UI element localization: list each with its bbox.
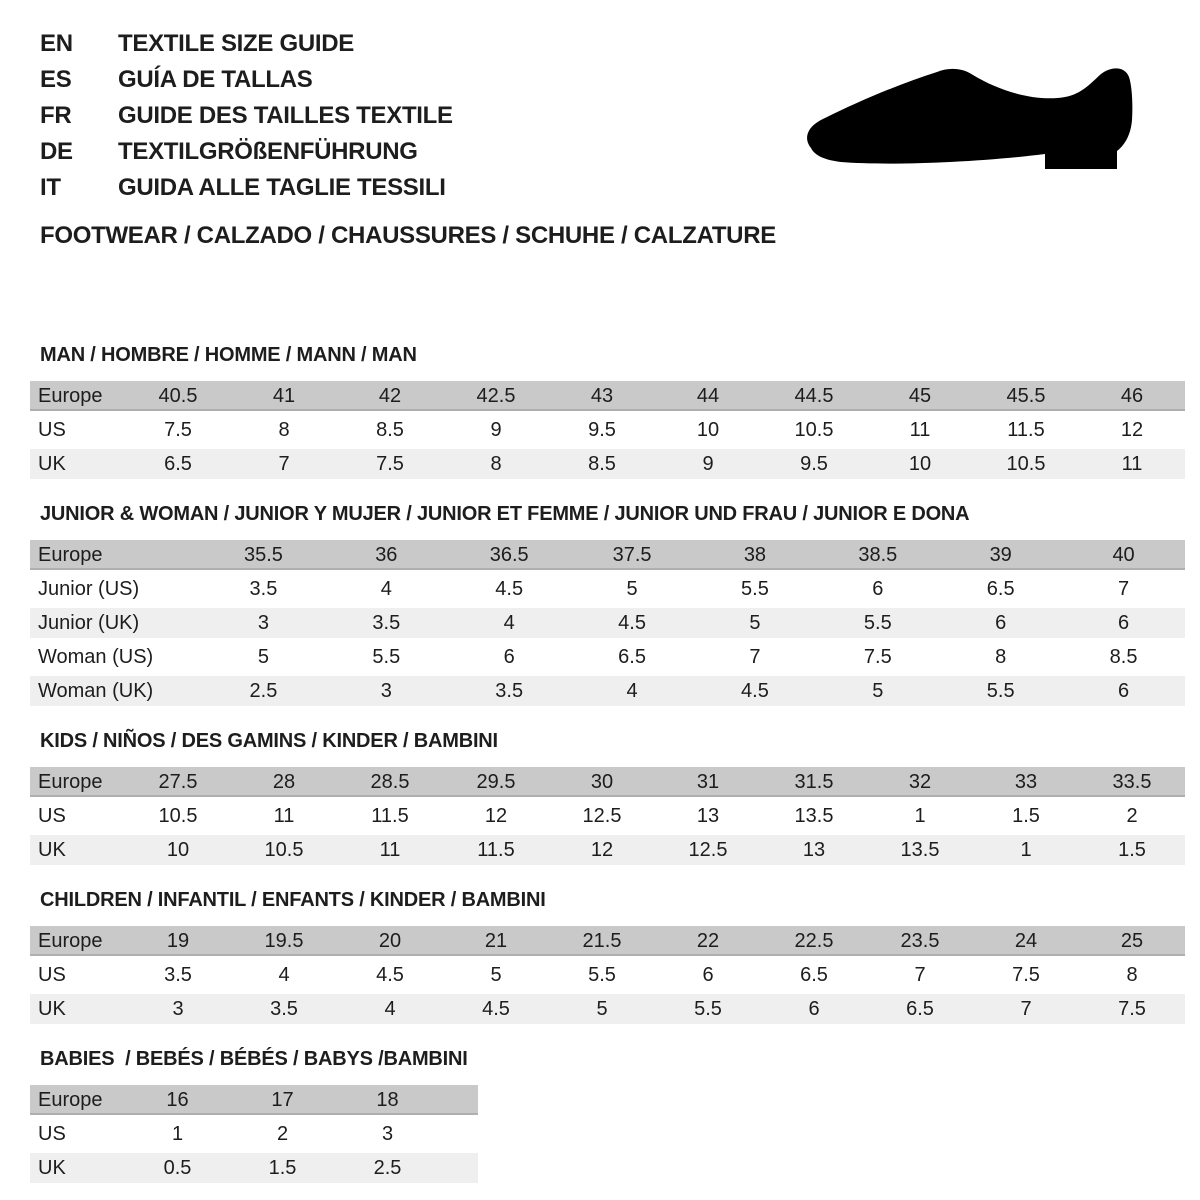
row-label: US (38, 1122, 66, 1145)
language-code: FR (40, 102, 72, 129)
size-cell: 10.5 (1006, 452, 1046, 475)
table-row (30, 642, 1185, 672)
table-row (30, 767, 1185, 797)
size-cell: 10.5 (264, 838, 304, 861)
size-cell: 5 (490, 963, 502, 986)
size-cell: 45 (908, 384, 932, 407)
size-cell: 31 (696, 770, 720, 793)
size-cell: 3.5 (270, 997, 298, 1020)
size-cell: 3 (381, 1122, 394, 1145)
size-cell: 38.5 (858, 543, 898, 566)
language-code: DE (40, 138, 73, 165)
size-cell: 44 (696, 384, 720, 407)
size-cell: 6.5 (800, 963, 828, 986)
size-cell: 3 (257, 611, 269, 634)
row-label: Europe (38, 770, 103, 793)
size-cell: 5.5 (741, 577, 769, 600)
section-kids (30, 730, 1185, 865)
size-cell: 33.5 (1112, 770, 1152, 793)
size-cell: 4 (278, 963, 290, 986)
table-row (30, 540, 1185, 570)
size-cell: 29.5 (476, 770, 516, 793)
size-cell: 28 (272, 770, 296, 793)
size-cell: 5.5 (694, 997, 722, 1020)
size-cell: 5 (749, 611, 761, 634)
section-man (30, 344, 1185, 479)
table-row (30, 574, 1185, 604)
size-cell: 2 (276, 1122, 289, 1145)
section-title-junior-woman: JUNIOR & WOMAN / JUNIOR Y MUJER / JUNIOR ET FEMME / JUNIOR UND FRAU / JUNIOR E DONA (40, 503, 970, 525)
size-cell: 6 (808, 997, 820, 1020)
size-cell: 3.5 (372, 611, 401, 634)
language-title: GUÍA DE TALLAS (118, 66, 313, 93)
row-label: Europe (38, 1088, 103, 1111)
size-cell: 12.5 (688, 838, 728, 861)
size-cell: 3 (380, 679, 392, 702)
table-row (30, 449, 1185, 479)
size-cell: 39 (989, 543, 1012, 566)
section-title-man: MAN / HOMBRE / HOMME / MANN / MAN (40, 344, 417, 366)
size-cell: 5 (626, 577, 638, 600)
row-label: Junior (UK) (38, 611, 140, 634)
size-cell: 4 (380, 577, 392, 600)
size-cell: 3.5 (164, 963, 192, 986)
size-cell: 36 (375, 543, 398, 566)
size-cell: 25 (1120, 929, 1144, 952)
language-title: GUIDE DES TAILLES TEXTILE (118, 102, 453, 129)
size-cell: 40 (1112, 543, 1135, 566)
size-cell: 27.5 (158, 770, 198, 793)
size-cell: 3.5 (495, 679, 524, 702)
language-code: EN (40, 30, 73, 57)
size-cell: 21.5 (582, 929, 622, 952)
size-cell: 6.5 (164, 452, 192, 475)
size-cell: 31.5 (794, 770, 834, 793)
table-row (30, 801, 1185, 831)
size-cell: 9 (490, 418, 502, 441)
language-title: TEXTILE SIZE GUIDE (118, 30, 354, 57)
size-cell: 5.5 (986, 679, 1015, 702)
size-cell: 12 (1120, 418, 1144, 441)
size-cell: 44.5 (794, 384, 834, 407)
size-cell: 4 (384, 997, 396, 1020)
table-row (30, 676, 1185, 706)
size-cell: 4.5 (741, 679, 769, 702)
size-cell: 6.5 (986, 577, 1015, 600)
size-cell: 11.5 (477, 838, 515, 861)
size-cell: 43 (590, 384, 614, 407)
size-cell: 8 (278, 418, 290, 441)
language-row-fr (40, 98, 453, 134)
size-cell: 37.5 (612, 543, 652, 566)
size-cell: 12 (590, 838, 614, 861)
size-cell: 17 (271, 1088, 294, 1111)
language-code: ES (40, 66, 72, 93)
size-cell: 32 (908, 770, 932, 793)
language-row-en (40, 26, 453, 62)
size-cell: 12 (484, 804, 508, 827)
table-row (30, 960, 1185, 990)
size-cell: 12.5 (582, 804, 622, 827)
size-cell: 1.5 (268, 1156, 297, 1179)
row-label: US (38, 963, 66, 986)
size-cell: 7 (278, 452, 290, 475)
language-code: IT (40, 174, 61, 201)
size-cell: 9 (702, 452, 714, 475)
size-cell: 41 (272, 384, 296, 407)
size-table-babies (30, 1085, 478, 1183)
size-cell: 7.5 (1012, 963, 1040, 986)
size-table-junior-woman (30, 540, 1185, 706)
table-row (30, 608, 1185, 638)
size-cell: 18 (376, 1088, 399, 1111)
size-cell: 46 (1120, 384, 1144, 407)
size-cell: 6 (1118, 679, 1130, 702)
size-cell: 9.5 (800, 452, 828, 475)
size-cell: 5.5 (588, 963, 616, 986)
size-cell: 4.5 (376, 963, 404, 986)
size-cell: 4 (626, 679, 638, 702)
size-cell: 24 (1014, 929, 1038, 952)
size-cell: 22 (696, 929, 720, 952)
language-row-de (40, 134, 453, 170)
size-cell: 16 (166, 1088, 189, 1111)
shoe-icon (795, 62, 1145, 187)
language-title: TEXTILGRÖßENFÜHRUNG (118, 138, 418, 165)
size-cell: 30 (590, 770, 614, 793)
size-cell: 4.5 (618, 611, 646, 634)
size-cell: 40.5 (158, 384, 198, 407)
size-cell: 35.5 (243, 543, 283, 566)
size-cell: 11 (379, 838, 401, 861)
table-row (30, 1085, 478, 1115)
table-row (30, 926, 1185, 956)
size-cell: 3.5 (249, 577, 278, 600)
size-cell: 6 (872, 577, 884, 600)
row-label: Europe (38, 929, 103, 952)
size-cell: 1 (171, 1122, 184, 1145)
size-cell: 10.5 (794, 418, 834, 441)
size-cell: 1.5 (1012, 804, 1040, 827)
row-label: UK (38, 452, 66, 475)
row-label: Junior (US) (38, 577, 140, 600)
size-tables-area (30, 344, 1185, 1200)
size-cell: 8.5 (1109, 645, 1138, 668)
size-cell: 7.5 (863, 645, 892, 668)
size-cell: 20 (378, 929, 402, 952)
size-cell: 8.5 (588, 452, 616, 475)
section-title-babies: BABIES / BEBÉS / BÉBÉS / BABYS /BAMBINI (40, 1048, 468, 1070)
size-cell: 5 (596, 997, 608, 1020)
table-row (30, 1153, 478, 1183)
size-cell: 5 (257, 645, 269, 668)
language-row-it (40, 170, 453, 206)
size-cell: 10 (696, 418, 720, 441)
size-cell: 2.5 (249, 679, 278, 702)
size-cell: 10.5 (158, 804, 198, 827)
size-cell: 13 (802, 838, 826, 861)
section-title-kids: KIDS / NIÑOS / DES GAMINS / KINDER / BAMBINI (40, 730, 498, 752)
table-row (30, 1119, 478, 1149)
section-title-children: CHILDREN / INFANTIL / ENFANTS / KINDER / BAMBINI (40, 889, 546, 911)
size-cell: 6 (995, 611, 1007, 634)
size-cell: 4 (503, 611, 515, 634)
size-cell: 10 (908, 452, 932, 475)
size-cell: 8 (1126, 963, 1138, 986)
row-label: Woman (UK) (38, 679, 154, 702)
size-cell: 22.5 (794, 929, 834, 952)
size-cell: 38 (743, 543, 767, 566)
size-table-kids (30, 767, 1185, 865)
size-cell: 13 (696, 804, 720, 827)
size-cell: 7 (1020, 997, 1032, 1020)
row-label: UK (38, 1156, 66, 1179)
size-cell: 6.5 (906, 997, 934, 1020)
size-cell: 6.5 (618, 645, 646, 668)
section-babies (30, 1048, 1185, 1183)
row-label: US (38, 804, 66, 827)
size-cell: 19.5 (264, 929, 304, 952)
size-cell: 8 (490, 452, 502, 475)
language-title: GUIDA ALLE TAGLIE TESSILI (118, 174, 446, 201)
size-cell: 4.5 (482, 997, 510, 1020)
size-cell: 19 (166, 929, 190, 952)
size-cell: 1 (1020, 838, 1032, 861)
size-table-man (30, 381, 1185, 479)
size-cell: 45.5 (1006, 384, 1046, 407)
size-cell: 1 (914, 804, 926, 827)
size-cell: 8 (995, 645, 1007, 668)
row-label: Europe (38, 543, 103, 566)
size-cell: 7.5 (376, 452, 404, 475)
table-row (30, 835, 1185, 865)
size-cell: 11.5 (371, 804, 409, 827)
size-cell: 7.5 (164, 418, 192, 441)
size-cell: 33 (1014, 770, 1038, 793)
size-cell: 8.5 (376, 418, 404, 441)
row-label: UK (38, 997, 66, 1020)
size-cell: 11 (909, 418, 931, 441)
size-cell: 11 (273, 804, 295, 827)
size-cell: 11.5 (1007, 418, 1045, 441)
size-cell: 28.5 (370, 770, 410, 793)
size-cell: 13.5 (794, 804, 834, 827)
size-cell: 9.5 (588, 418, 616, 441)
size-cell: 10 (166, 838, 190, 861)
size-cell: 36.5 (489, 543, 529, 566)
table-row (30, 994, 1185, 1024)
size-cell: 4.5 (495, 577, 524, 600)
size-cell: 6 (503, 645, 515, 668)
size-cell: 0.5 (163, 1156, 192, 1179)
size-table-children (30, 926, 1185, 1024)
section-children (30, 889, 1185, 1024)
row-label: Europe (38, 384, 103, 407)
size-cell: 5.5 (863, 611, 892, 634)
size-cell: 2 (1126, 804, 1138, 827)
size-cell: 6 (1118, 611, 1130, 634)
size-cell: 11 (1121, 452, 1143, 475)
size-cell: 6 (702, 963, 714, 986)
size-cell: 42.5 (476, 384, 516, 407)
size-cell: 23.5 (900, 929, 940, 952)
row-label: Woman (US) (38, 645, 154, 668)
language-header (40, 26, 453, 206)
size-cell: 3 (172, 997, 184, 1020)
size-cell: 1.5 (1118, 838, 1146, 861)
size-cell: 21 (484, 929, 508, 952)
row-label: UK (38, 838, 66, 861)
size-cell: 2.5 (373, 1156, 402, 1179)
size-cell: 7 (1118, 577, 1130, 600)
size-cell: 5 (872, 679, 884, 702)
section-junior-woman (30, 503, 1185, 706)
language-row-es (40, 62, 453, 98)
size-cell: 42 (378, 384, 402, 407)
row-label: US (38, 418, 66, 441)
table-row (30, 415, 1185, 445)
size-cell: 7.5 (1118, 997, 1146, 1020)
size-cell: 13.5 (900, 838, 940, 861)
size-cell: 5.5 (372, 645, 401, 668)
size-cell: 7 (914, 963, 926, 986)
table-row (30, 381, 1185, 411)
size-cell: 7 (749, 645, 761, 668)
category-heading: FOOTWEAR / CALZADO / CHAUSSURES / SCHUHE / CALZATURE (40, 222, 776, 249)
